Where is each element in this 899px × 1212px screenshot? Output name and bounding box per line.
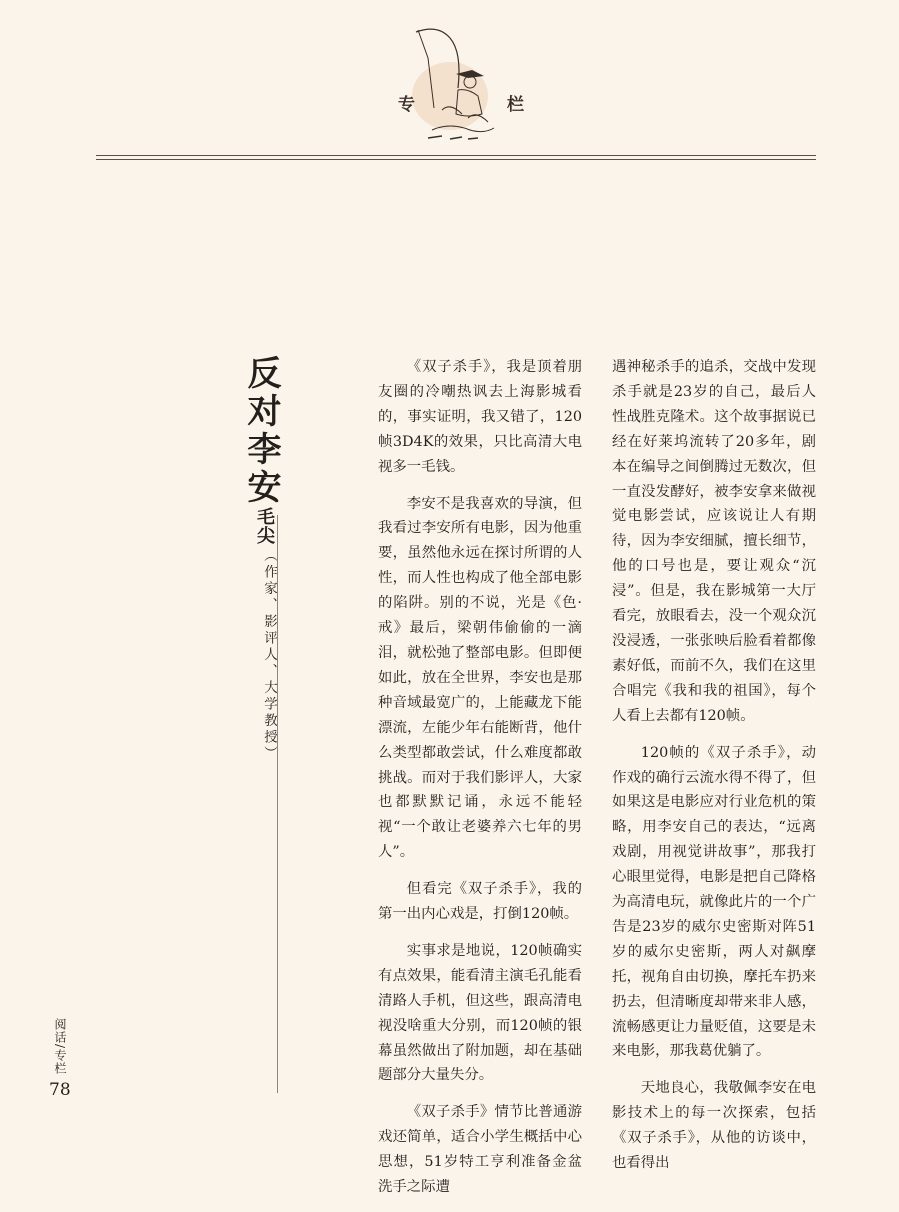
paragraph: 《双子杀手》情节比普通游戏还简单，适合小学生概括中心思想，51岁特工亨利准备金盆洗手之际遭 — [378, 1104, 582, 1196]
author-description: （作家、影评人、大学教授） — [261, 548, 277, 763]
footer-section-label: 阅话/专栏 — [53, 1018, 67, 1076]
paragraph-continued: 遇神秘杀手的追杀，交战中发现杀手就是23岁的自己，最后人性战胜克隆术。这个故事据说已经在好莱坞流转了20多年，剧本在编导之间倒腾过无数次，但一直没发酵好，被李安拿来做视觉电影尝试，应该说让人有期待，因为李安细腻，擅长细节，他的口号也是，要让观众“沉浸”。但是，我在影城第一大厅看完，放眼看去，没一个观众沉没浸透，一张张映后脸看着都像素好低，而前不久，我们在这里合唱完《我和我的祖国》，每个人看上去都有120帧。 — [612, 359, 816, 724]
paragraph: 但看完《双子杀手》，我的第一出内心戏是，打倒120帧。 — [378, 881, 582, 923]
article-column-2 — [612, 355, 816, 1188]
article-title: 反对李安 — [247, 354, 283, 508]
section-label-right: 栏 — [507, 95, 524, 115]
paragraph: 实事求是地说，120帧确实有点效果，能看清主演毛孔能看清路人手机，但这些，跟高清电视没啥重大分别，而120帧的银幕虽然做出了附加题，却在基础题部分大量失分。 — [378, 942, 582, 1084]
article-column-1 — [378, 355, 582, 1212]
page-header — [0, 0, 899, 170]
header-rule-bottom — [96, 159, 816, 160]
page-number: 78 — [49, 1080, 71, 1100]
paragraph: 《双子杀手》，我是顶着朋友圈的冷嘲热讽去上海影城看的，事实证明，我又错了，120帧3D4K的效果，只比高清大电视多一毛钱。 — [378, 359, 582, 475]
paragraph: 120帧的《双子杀手》，动作戏的确行云流水得不得了，但如果这是电影应对行业危机的策略，用李安自己的表达，“远离戏剧，用视觉讲故事”，那我打心眼里觉得，电影是把自己降格为高清电玩，就像此片的一个广告是23岁的威尔史密斯对阵51岁的威尔史密斯，两人对飙摩托，视角自由切换，摩托车扔来扔去，但清晰度却带来非人感，流畅感更让力量贬值，这要是未来电影，那我葛优躺了。 — [612, 744, 816, 1060]
fisherman-illustration-icon — [398, 18, 502, 144]
author-name: 毛尖 — [257, 507, 275, 547]
paragraph: 天地良心，我敬佩李安在电影技术上的每一次探索，包括《双子杀手》，从他的访谈中，也看得出 — [612, 1080, 816, 1172]
paragraph: 李安不是我喜欢的导演，但我看过李安所有电影，因为他重要，虽然他永远在探讨所谓的人性，而人性也构成了他全部电影的陷阱。别的不说，光是《色·戒》最后，梁朝伟偷偷的一滴泪，就松弛了整部电影。但即便如此，放在全世界，李安也是那种音域最宽广的，上能藏龙下能漂流，左能少年右能断背，他什么类型都敢尝试，什么难度都敢挑战。而对于我们影评人，大家也都默默记诵，永远不能轻视“一个敢让老婆养六七年的男人”。 — [378, 495, 582, 861]
header-rule-top — [96, 155, 816, 156]
section-label-left: 专 — [398, 95, 415, 115]
author-divider-line — [277, 515, 278, 1093]
